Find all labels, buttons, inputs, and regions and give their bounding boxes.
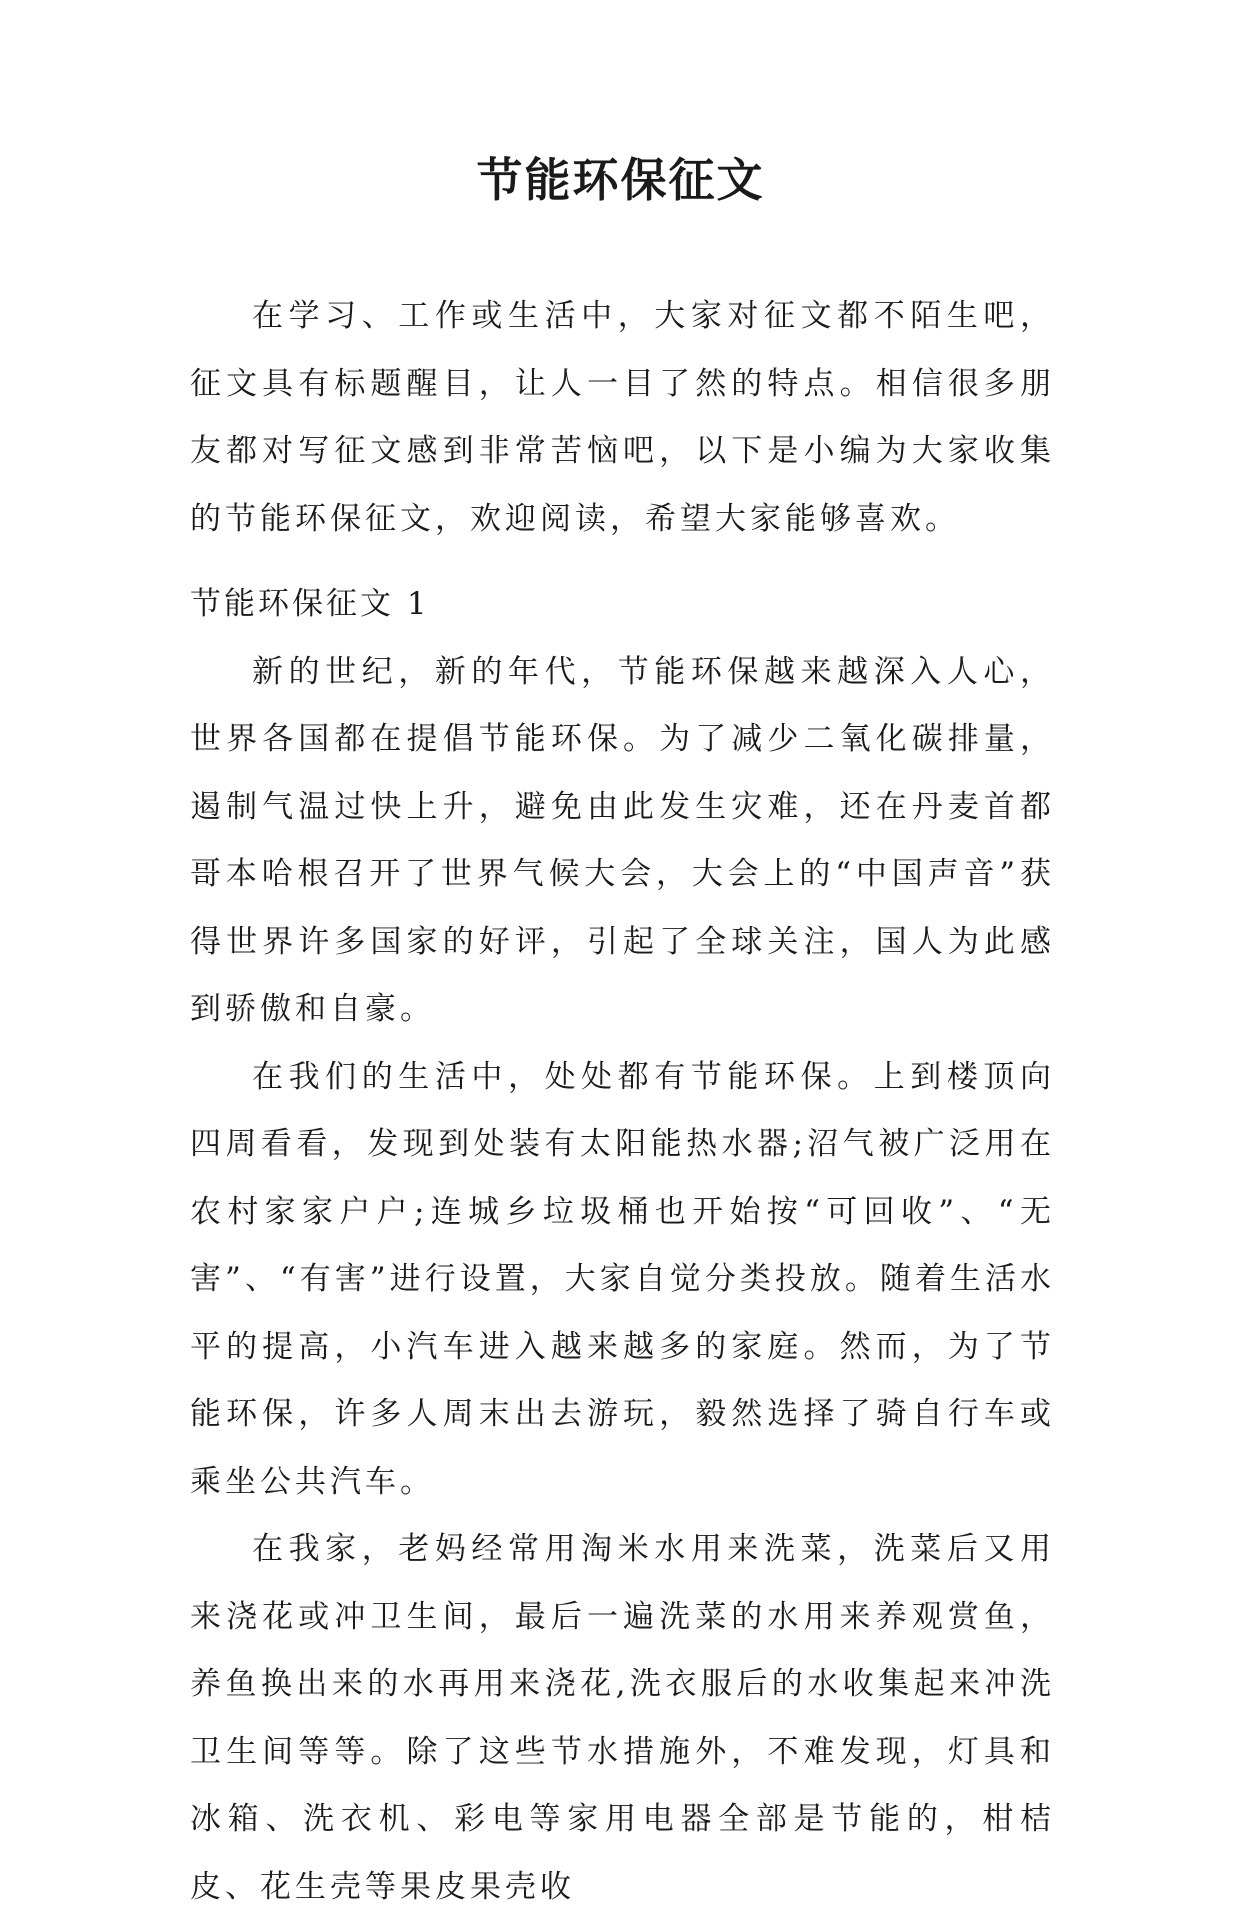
body-paragraph-2: 在我们的生活中，处处都有节能环保。上到楼顶向四周看看，发现到处装有太阳能热水器;沼气被广泛用在农村家家户户;连城乡垃圾桶也开始按“可回收”、“无害”、“有害”进行设置，大家自觉分类投放。随着生活水平的提高，小汽车进入越来越多的家庭。然而，为了节能环保，许多人周末出去游玩，毅然选择了骑自行车或乘坐公共汽车。 [190,1058,1055,1500]
document-title: 节能环保征文 [476,153,765,207]
essay-section-1 [190,571,1055,1921]
intro-paragraph: 在学习、工作或生活中，大家对征文都不陌生吧，征文具有标题醒目，让人一目了然的特点。相信很多朋友都对写征文感到非常苦恼吧，以下是小编为大家收集的节能环保征文，欢迎阅读，希望大家能够喜欢。 [190,298,1055,537]
body-paragraph-1: 新的世纪，新的年代，节能环保越来越深入人心，世界各国都在提倡节能环保。为了减少二氧化碳排量，遏制气温过快上升，避免由此发生灾难，还在丹麦首都哥本哈根召开了世界气候大会，大会上的“中国声音”获得世界许多国家的好评，引起了全球关注，国人为此感到骄傲和自豪。 [190,653,1055,1027]
body-paragraph-3: 在我家，老妈经常用淘米水用来洗菜，洗菜后又用来浇花或冲卫生间，最后一遍洗菜的水用来养观赏鱼，养鱼换出来的水再用来浇花,洗衣服后的水收集起来冲洗卫生间等等。除了这些节水措施外，不难发现，灯具和冰箱、洗衣机、彩电等家用电器全部是节能的，柑桔皮、花生壳等果皮果壳收 [190,1531,1055,1905]
intro-block [190,283,1055,553]
section-heading: 节能环保征文 1 [190,586,430,622]
